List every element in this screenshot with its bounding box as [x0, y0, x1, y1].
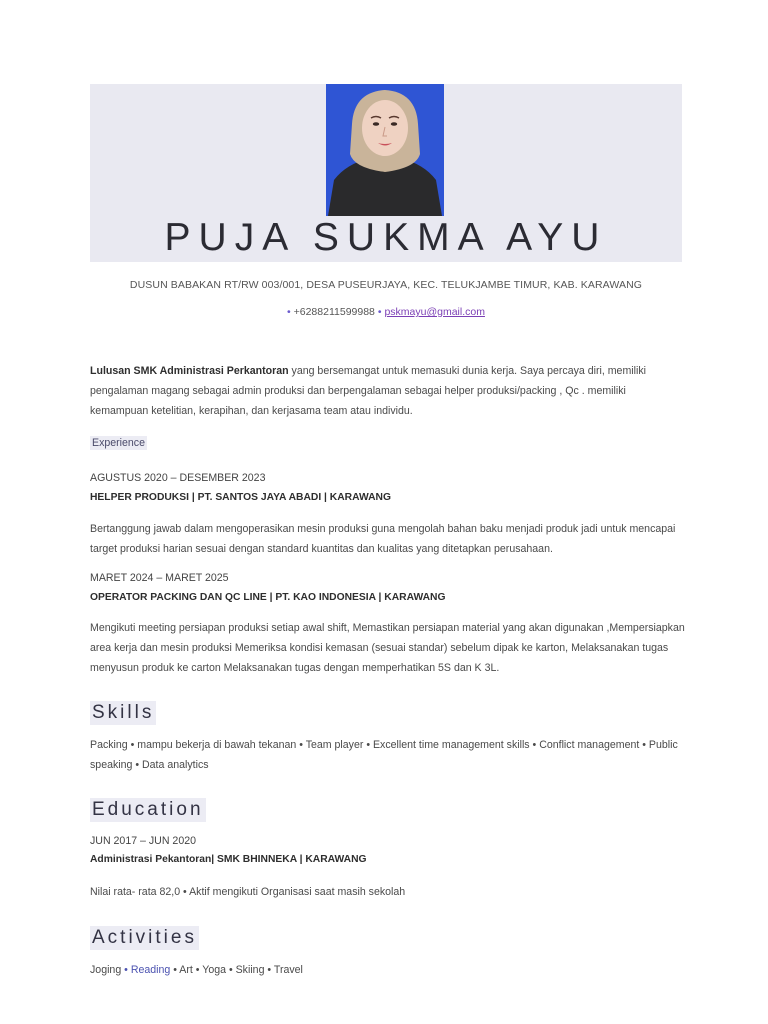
- skills-heading: Skills: [92, 702, 155, 723]
- candidate-name: PUJA SUKMA AYU: [164, 216, 608, 259]
- summary-paragraph: [90, 361, 686, 421]
- activity-separator: •: [121, 964, 131, 976]
- contact-line: [90, 306, 682, 318]
- phone-number: +6288211599988: [293, 306, 375, 318]
- email-link[interactable]: pskmayu@gmail.com: [384, 306, 485, 318]
- job-description: Mengikuti meeting persiapan produksi setiap awal shift, Memastikan persiapan material yang akan digunakan ,Mempersiapkan area kerja dan mesin produksi Memeriksa kondisi kemasan (sesuai standar) sebelum dipak ke karton, Melaksanakan tugas menyusun produk ke carton Melaksanakan tugas dengan memperhatikan 5S dan K 3L.: [90, 622, 685, 674]
- experience-heading: Experience: [92, 437, 145, 449]
- education-description: Nilai rata- rata 82,0 • Aktif mengikuti Organisasi saat masih sekolah: [90, 886, 406, 898]
- activities-list: [90, 960, 686, 980]
- activity-items-rest: • Art • Yoga • Skiing • Travel: [170, 964, 303, 976]
- education-heading: Education: [92, 799, 204, 820]
- education-date: JUN 2017 – JUN 2020: [90, 835, 196, 847]
- activities-heading: Activities: [92, 927, 197, 948]
- job-date: MARET 2024 – MARET 2025: [90, 572, 229, 584]
- profile-photo: [326, 84, 444, 216]
- address: DUSUN BABAKAN RT/RW 003/001, DESA PUSEURJAYA, KEC. TELUKJAMBE TIMUR, KAB. KARAWANG: [129, 279, 643, 291]
- activity-item: Joging: [90, 964, 122, 976]
- job-title: HELPER PRODUKSI | PT. SANTOS JAYA ABADI | KARAWANG: [90, 492, 391, 503]
- bullet-icon: •: [287, 306, 291, 318]
- education-title: Administrasi Pekantoran| SMK BHINNEKA | KARAWANG: [90, 854, 367, 865]
- skills-list: Packing • mampu bekerja di bawah tekanan • Team player • Excellent time management skills • Conflict management • Public speaking • Data analytics: [90, 739, 678, 771]
- bullet-icon: •: [377, 306, 382, 318]
- activity-item-highlighted: Reading: [130, 964, 171, 976]
- job-description: Bertanggung jawab dalam mengoperasikan mesin produksi guna mengolah bahan baku menjadi produk jadi untuk mencapai target produksi harian sesuai dengan standard kuantitas dan kualitas yang ditetapkan perusahaan.: [90, 523, 676, 555]
- job-title: OPERATOR PACKING DAN QC LINE | PT. KAO INDONESIA | KARAWANG: [90, 592, 446, 603]
- job-date: AGUSTUS 2020 – DESEMBER 2023: [90, 472, 266, 484]
- summary-lead: Lulusan SMK Administrasi Perkantoran: [90, 365, 289, 377]
- summary-text: yang bersemangat untuk memasuki dunia kerja. Saya percaya diri, memiliki pengalaman magang sebagai admin produksi dan berpengalaman sebagai helper produksi/packing , Qc . memiliki kemampuan ketelitian, kerapihan, dan kerjasama team atau individu.: [90, 365, 646, 417]
